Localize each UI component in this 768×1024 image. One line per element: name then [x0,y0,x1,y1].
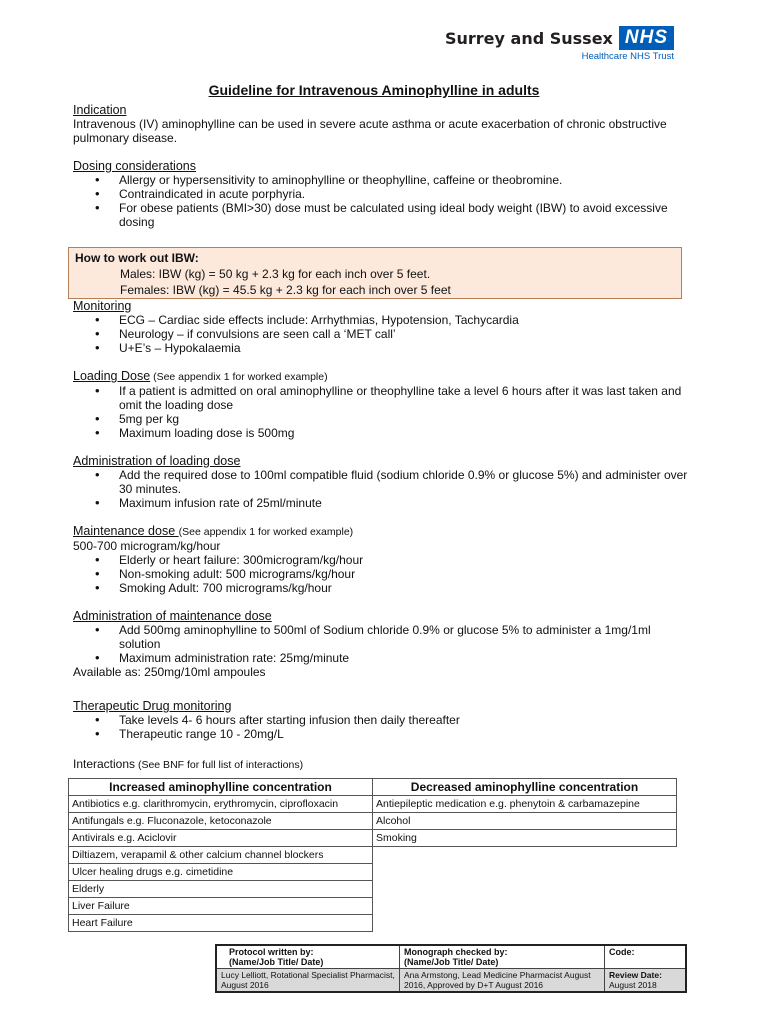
footer-h2: Monograph checked by: [404,947,508,957]
table-cell: Diltiazem, verapamil & other calcium channel blockers [69,847,373,864]
table-cell [373,898,677,915]
maintenance-note: (See appendix 1 for worked example) [178,526,354,538]
tdm-section [73,699,693,741]
maintenance-item: • Non-smoking adult: 500 micrograms/kg/hour [95,567,693,581]
footer-header-checked [400,945,605,969]
footer-review [605,969,687,993]
table-cell: Smoking [373,830,677,847]
maintenance-heading: Maintenance dose [73,524,179,538]
loading-heading: Loading Dose [73,369,151,383]
indication-section [73,103,693,145]
table-cell: Elderly [69,881,373,898]
table-cell: Liver Failure [69,898,373,915]
maintenance-item: • Smoking Adult: 700 micrograms/kg/hour [95,581,693,595]
available-as: Available as: 250mg/10ml ampoules [73,665,266,679]
monitoring-item: • Neurology – if convulsions are seen call a ‘MET call’ [95,327,693,341]
footer-header-code: Code: [605,945,687,969]
document-title: Guideline for Intravenous Aminophylline in adults [208,82,540,98]
table-cell: Heart Failure [69,915,373,932]
column-header-decreased: Decreased aminophylline concentration [373,779,677,796]
tdm-item: • Therapeutic range 10 - 20mg/L [95,727,693,741]
table-row [69,847,677,864]
table-row [69,898,677,915]
logo-trust-name: Healthcare NHS Trust [581,51,674,62]
protocol-footer-table [215,944,687,993]
table-cell: Alcohol [373,813,677,830]
tdm-item: • Take levels 4- 6 hours after starting infusion then daily thereafter [95,713,693,727]
monitoring-item: • ECG – Cardiac side effects include: Arrhythmias, Hypotension, Tachycardia [95,313,693,327]
admin-loading-heading: Administration of loading dose [73,454,241,468]
interactions-note: (See BNF for full list of interactions) [135,759,304,771]
ibw-box [68,247,682,299]
footer-h2b: (Name/Job Title/ Date) [404,957,499,967]
logo-org-name: Surrey and Sussex [444,28,613,48]
loading-dose-section [73,369,693,440]
table-cell: Antibiotics e.g. clarithromycin, erythromycin, ciprofloxacin [69,796,373,813]
footer-header-written [216,945,400,969]
table-cell [373,915,677,932]
table-row [69,864,677,881]
table-cell: Antivirals e.g. Aciclovir [69,830,373,847]
indication-heading: Indication [73,103,127,117]
admin-loading-item: • Add the required dose to 100ml compatible fluid (sodium chloride 0.9% or glucose 5%) and administer over 30 minutes. [95,468,693,496]
admin-maint-heading: Administration of maintenance dose [73,609,272,623]
ibw-females: Females: IBW (kg) = 45.5 kg + 2.3 kg for each inch over 5 feet [120,283,451,297]
trust-logo [445,26,674,62]
table-row [69,881,677,898]
footer-h1b: (Name/Job Title/ Date) [229,957,324,967]
maintenance-section [73,524,693,595]
loading-note: (See appendix 1 for worked example) [150,371,328,383]
dosing-item: • For obese patients (BMI>30) dose must be calculated using ideal body weight (IBW) to avoid excessive dosing [95,201,693,229]
footer-h1: Protocol written by: [229,947,314,957]
maintenance-item: • Elderly or heart failure: 300microgram/kg/hour [95,553,693,567]
indication-text: Intravenous (IV) aminophylline can be used in severe acute asthma or acute exacerbation of chronic obstructive pulmonary disease. [73,117,667,145]
admin-loading-item: • Maximum infusion rate of 25ml/minute [95,496,693,510]
table-cell: Antifungals e.g. Fluconazole, ketoconazole [69,813,373,830]
dosing-item: • Allergy or hypersensitivity to aminophylline or theophylline, caffeine or theobromine. [95,173,693,187]
dosing-section [73,159,693,229]
loading-item: • If a patient is admitted on oral aminophylline or theophylline take a level 6 hours after it was last taken and omit the loading dose [95,384,693,412]
table-cell [373,864,677,881]
table-row [69,830,677,847]
review-date-label: Review Date: [609,970,662,980]
interactions-table [68,778,677,932]
nhs-logo: NHS [619,26,674,50]
loading-item: • Maximum loading dose is 500mg [95,426,693,440]
table-row [69,813,677,830]
footer-checked-value: Ana Armstong, Lead Medicine Pharmacist August 2016, Approved by D+T August 2016 [400,969,605,993]
interactions-heading: Interactions [73,757,136,771]
dosing-heading: Dosing considerations [73,159,196,173]
table-row [69,796,677,813]
table-row [69,915,677,932]
table-cell [373,847,677,864]
dosing-item: • Contraindicated in acute porphyria. [95,187,693,201]
footer-written-value: Lucy Lelliott, Rotational Specialist Pharmacist, August 2016 [216,969,400,993]
maintenance-dose: 500-700 microgram/kg/hour [73,539,221,553]
monitoring-heading: Monitoring [73,299,132,313]
admin-maint-item: • Maximum administration rate: 25mg/minute [95,651,693,665]
loading-item: • 5mg per kg [95,412,693,426]
admin-maint-item: • Add 500mg aminophylline to 500ml of Sodium chloride 0.9% or glucose 5% to administer a 1mg/1ml solution [95,623,693,651]
monitoring-item: • U+E’s – Hypokalaemia [95,341,693,355]
admin-loading-section [73,454,693,510]
monitoring-section [73,299,693,355]
tdm-heading: Therapeutic Drug monitoring [73,699,232,713]
table-cell [373,881,677,898]
table-cell: Antiepileptic medication e.g. phenytoin & carbamazepine [373,796,677,813]
admin-maintenance-section [73,609,693,679]
interactions-heading-row [73,757,693,772]
review-date-value: August 2018 [609,980,657,990]
column-header-increased: Increased aminophylline concentration [69,779,373,796]
table-cell: Ulcer healing drugs e.g. cimetidine [69,864,373,881]
guideline-body [73,103,693,772]
ibw-males: Males: IBW (kg) = 50 kg + 2.3 kg for each inch over 5 feet. [120,267,431,281]
ibw-heading: How to work out IBW: [75,251,199,265]
